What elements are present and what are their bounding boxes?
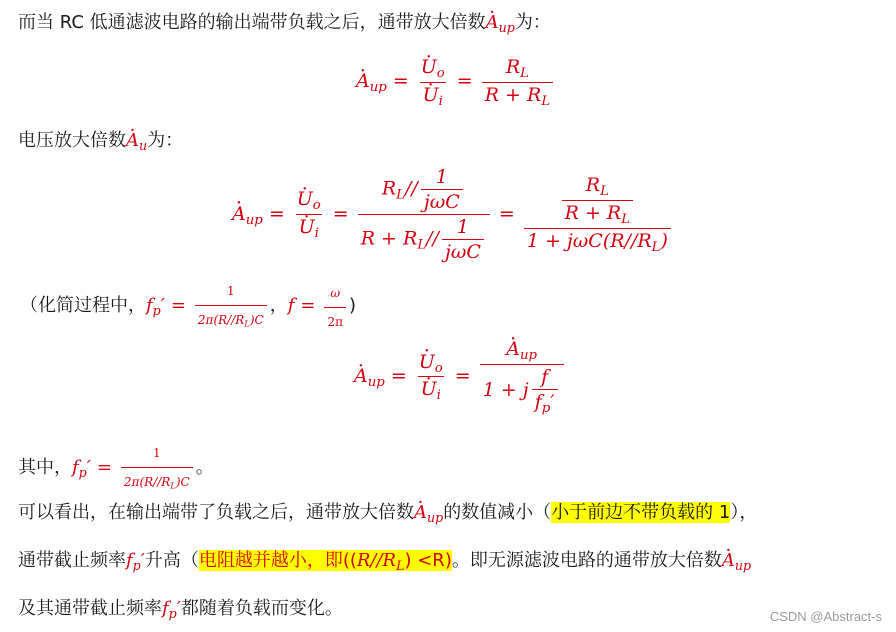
paragraph-3: （化简过程中，$f_p'$ = $\frac{1}{2\pi(R//R_L)C}$ ，f = $\frac{\omega}{2\pi}$ ) bbox=[20, 278, 356, 337]
paragraph-1-text: 而当 RC 低通滤波电路的输出端带负载之后，通带放大倍数 bbox=[18, 12, 486, 33]
watermark: CSDN @Abstract-s bbox=[769, 609, 882, 624]
highlight-less-than-one: 小于前边不带负载的 1 bbox=[551, 502, 731, 523]
au-symbol: · $A_u$ bbox=[126, 130, 147, 151]
paragraph-2-text: 电压放大倍数 bbox=[18, 130, 126, 151]
equation-3: · $A_{up}$ = · $U_o$ · $U_i$ = · $A_{up}$ 1 + j $\frac{f}{f_p'}$ bbox=[354, 338, 567, 416]
fp-symbol: $f_p'$ bbox=[146, 294, 165, 318]
paragraph-6: 通带截止频率$f_p'$升高（电阻越并越小，即$((R//R_L) <R)$。即无源滤波电路的通带放大倍数· $A_{up}$ bbox=[18, 548, 751, 579]
paragraph-2: 电压放大倍数· $A_u$为： bbox=[18, 128, 183, 159]
paragraph-4: 其中，$f_p'$ = $\frac{1}{2\pi(R//R_L)C}$ 。 bbox=[18, 440, 214, 499]
aup-symbol: · $A_{up}$ bbox=[486, 12, 515, 33]
paragraph-1-suffix: 为： bbox=[514, 12, 551, 33]
equation-1: · $A_{up}$ = · $U_o$ · $U_i$ = $\frac{R_L}{R + R_L}$ bbox=[356, 56, 556, 109]
equation-2: · $A_{up}$ = · $U_o$ · $U_i$ = $R_L//$ $\frac{1}{\text{jωC}}$ $R + R_L//$ $\frac{1}{\text{jωC}}$ = $\frac{\frac{R_L}{R + R_L}}{1 + j\omega C(R//R_L)}$ bbox=[232, 166, 674, 263]
paragraph-5: 可以看出，在输出端带了负载之后，通带放大倍数· $A_{up}$的数值减小（小于前边不带负载的 1）， bbox=[18, 500, 757, 531]
highlight-resistance: 电阻越并越小，即$((R//R_L) <R)$ bbox=[198, 550, 452, 573]
paragraph-1 bbox=[18, 10, 551, 41]
paragraph-7: 及其通带截止频率$f_p'$都随着负载而变化。 bbox=[18, 598, 343, 621]
